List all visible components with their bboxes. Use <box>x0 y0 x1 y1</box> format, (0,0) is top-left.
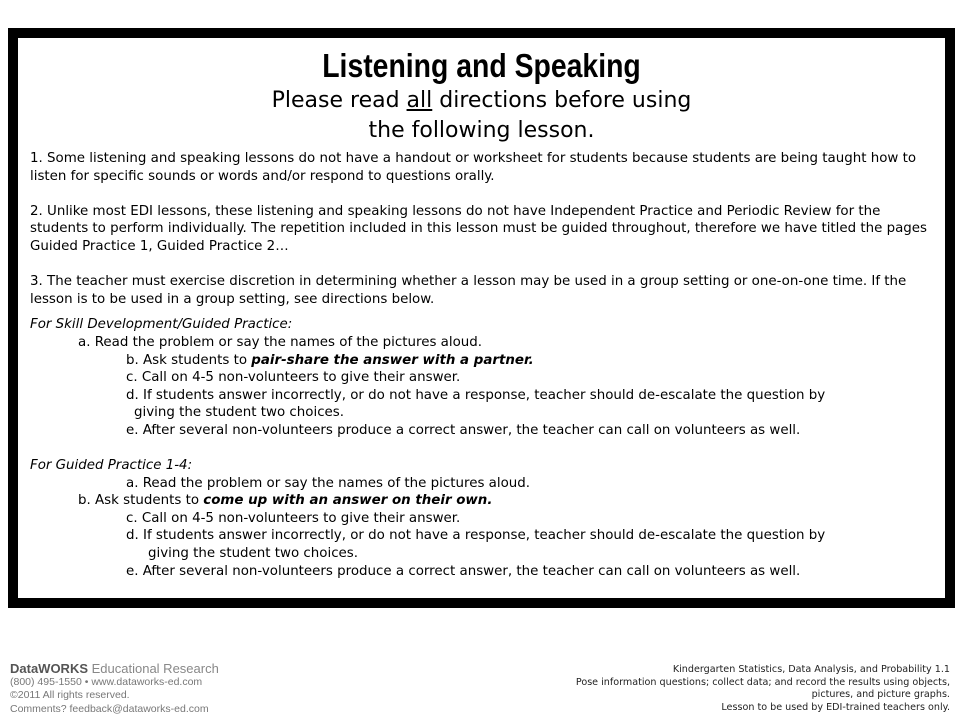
guided-step-c: c. Call on 4-5 non-volunteers to give their answer. <box>126 510 461 526</box>
content-panel <box>18 38 945 598</box>
guided-step-a: a. Read the problem or say the names of the pictures aloud. <box>126 475 531 491</box>
subtitle-line-1 <box>30 86 933 116</box>
skill-section-heading: For Skill Development/Guided Practice: <box>30 317 293 333</box>
guided-step-b-text: b. Ask students to <box>78 493 204 509</box>
lesson-footer <box>576 664 950 714</box>
slide-frame <box>8 28 955 608</box>
guided-step-e: e. After several non-volunteers produce a correct answer, the teacher can call on volunteers as well. <box>126 563 801 579</box>
skill-step-d: d. If students answer incorrectly, or do not have a response, teacher should de-escalate the question by <box>126 387 826 403</box>
guided-step-b-emphasis: come up with an answer on their own. <box>203 493 493 509</box>
guided-step-d-continued: giving the student two choices. <box>148 546 359 562</box>
skill-step-d-continued: giving the student two choices. <box>134 405 345 421</box>
skill-step-a: a. Read the problem or say the names of the pictures aloud. <box>78 334 483 350</box>
publisher-brand-logo: DataWORKS <box>10 661 89 676</box>
skill-step-c: c. Call on 4-5 non-volunteers to give their answer. <box>126 370 461 386</box>
lesson-usage-note: Lesson to be used by EDI-trained teachers only. <box>721 701 950 713</box>
copyright-notice: ©2011 All rights reserved. <box>10 689 130 701</box>
subtitle-underlined-word: all <box>406 88 433 113</box>
subtitle-post: directions before using <box>432 88 692 113</box>
direction-paragraph-1: 1. Some listening and speaking lessons do not have a handout or worksheet for students because students are being taught how to listen for specific sounds or words and/or respond to questions orally. <box>30 151 917 184</box>
skill-step-e: e. After several non-volunteers produce a correct answer, the teacher can call on volunteers as well. <box>126 422 801 438</box>
publisher-brand <box>10 662 219 676</box>
publisher-brand-rest: Educational Research <box>88 661 219 676</box>
skill-step-b-text: b. Ask students to <box>126 352 252 368</box>
lesson-objective-2: pictures, and picture graphs. <box>811 689 950 700</box>
lesson-objective-1: Pose information questions; collect data; and record the results using objects, <box>575 676 950 688</box>
directions-body <box>30 150 933 580</box>
guided-section-heading: For Guided Practice 1-4: <box>30 458 193 474</box>
guided-step-d: d. If students answer incorrectly, or do not have a response, teacher should de-escalate the question by <box>126 528 826 544</box>
direction-paragraph-3: 3. The teacher must exercise discretion in determining whether a lesson may be used in a group setting or one-on-one time. If the lesson is to be used in a group setting, see directions below. <box>30 274 907 307</box>
direction-paragraph-2: 2. Unlike most EDI lessons, these listening and speaking lessons do not have Independent Practice and Periodic Review for the students to perform individually. The repetition included in this lesson must be guided throughout, therefore we have titled the pages Guided Practice 1, Guided Practice 2… <box>30 203 928 254</box>
feedback-contact: Comments? feedback@dataworks-ed.com <box>10 702 209 715</box>
publisher-contact: (800) 495-1550 • www.dataworks-ed.com <box>10 675 203 688</box>
skill-step-b-emphasis: pair-share the answer with a partner. <box>251 352 534 368</box>
lesson-standard: Kindergarten Statistics, Data Analysis, and Probability 1.1 <box>672 664 950 675</box>
page-title: Listening and Speaking <box>322 47 641 84</box>
guided-step-b <box>30 492 933 510</box>
subtitle-line-2: the following lesson. <box>368 118 595 143</box>
skill-step-b <box>30 352 933 370</box>
publisher-footer <box>10 662 219 716</box>
subtitle-pre: Please read <box>271 88 407 113</box>
